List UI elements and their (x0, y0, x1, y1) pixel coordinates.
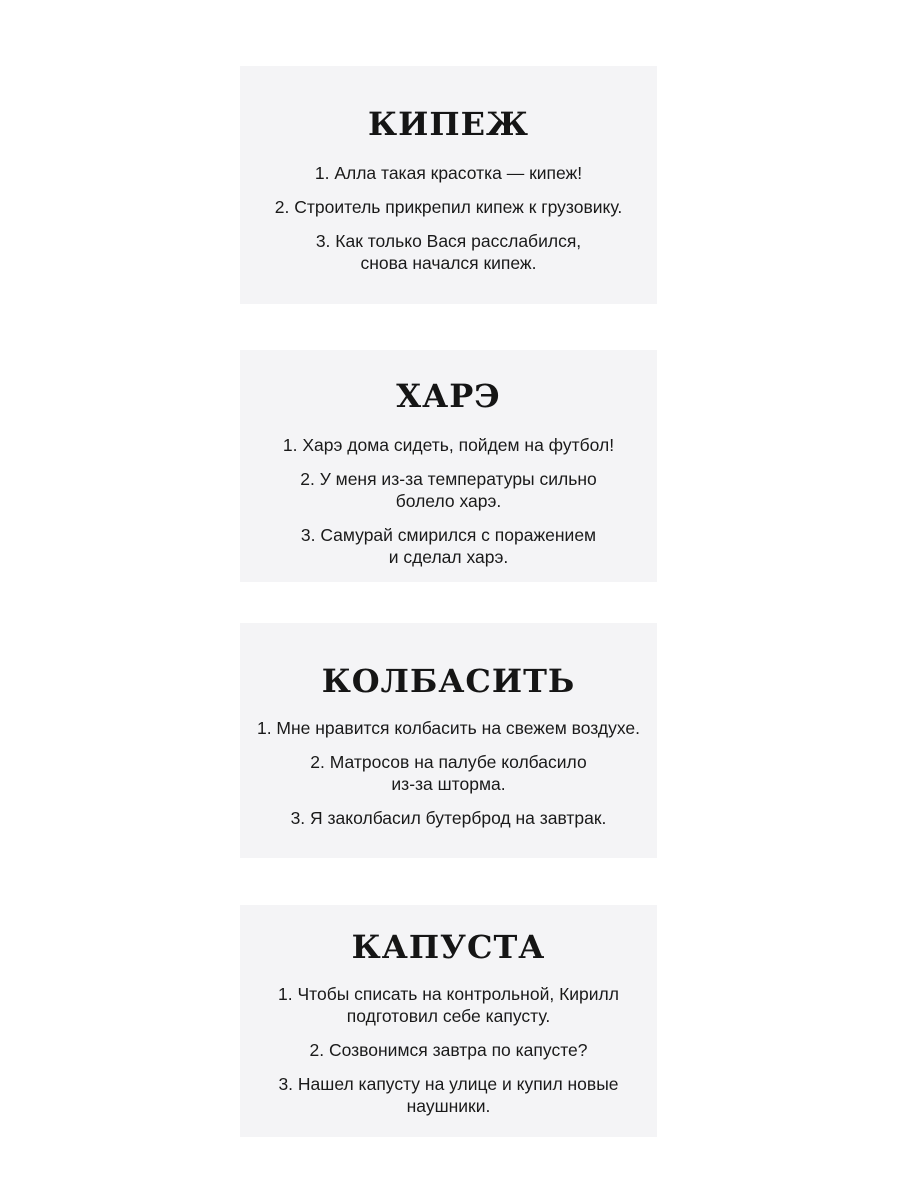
example-1 (240, 717, 657, 739)
example-3 (240, 807, 657, 829)
card-kapusta (240, 905, 657, 1137)
example-line: 2. Созвонимся завтра по капусте? (309, 1040, 588, 1060)
card-hare (240, 350, 657, 582)
examples-list (240, 983, 657, 1117)
example-line: из-за шторма. (391, 774, 506, 794)
example-line: подготовил себе капусту. (346, 1006, 551, 1026)
example-line: 3. Самурай смирился с поражением (300, 525, 597, 545)
examples-list (240, 717, 657, 829)
example-line: 3. Как только Вася расслабился, (315, 231, 582, 251)
example-line: 2. Строитель прикрепил кипеж к грузовику. (274, 197, 623, 217)
examples-list (240, 162, 657, 274)
example-2 (240, 468, 657, 512)
example-line: 3. Я заколбасил бутерброд на завтрак. (290, 808, 607, 828)
example-line: 1. Алла такая красотка — кипеж! (314, 163, 583, 183)
example-line: 3. Нашел капусту на улице и купил новые (278, 1074, 619, 1094)
example-line: и сделал харэ. (388, 547, 509, 567)
card-title: КАПУСТА (351, 928, 546, 966)
example-line: болело харэ. (395, 491, 502, 511)
example-3 (240, 230, 657, 274)
example-line: 1. Харэ дома сидеть, пойдем на футбол! (282, 435, 615, 455)
example-line: наушники. (406, 1096, 491, 1116)
example-2 (240, 1039, 657, 1061)
example-line: 2. Матросов на палубе колбасило (310, 752, 587, 772)
example-1 (240, 983, 657, 1027)
example-2 (240, 751, 657, 795)
card-kolbasit (240, 623, 657, 858)
example-line: 2. У меня из-за температуры сильно (300, 469, 597, 489)
card-title: ХАРЭ (396, 377, 501, 415)
example-line: 1. Чтобы списать на контрольной, Кирилл (278, 984, 619, 1004)
card-title: КИПЕЖ (368, 105, 529, 143)
example-3 (240, 524, 657, 568)
example-2 (240, 196, 657, 218)
card-kipezh (240, 66, 657, 304)
example-3 (240, 1073, 657, 1117)
example-1 (240, 162, 657, 184)
example-line: 1. Мне нравится колбасить на свежем воздухе. (256, 718, 641, 738)
example-1 (240, 434, 657, 456)
example-line: снова начался кипеж. (360, 253, 537, 273)
examples-list (240, 434, 657, 568)
card-title: КОЛБАСИТЬ (321, 662, 576, 700)
